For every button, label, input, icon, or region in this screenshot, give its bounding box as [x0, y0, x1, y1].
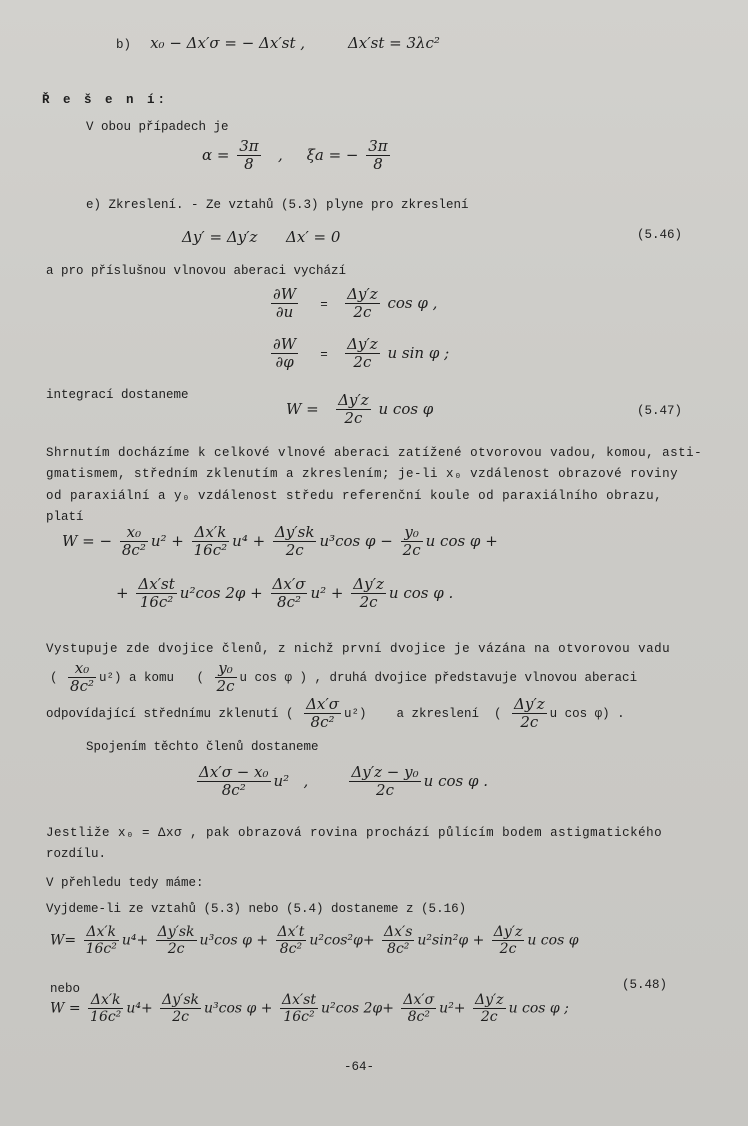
h1-d-den: 8c²: [387, 941, 410, 958]
f2-b-num: Δx′σ: [272, 575, 306, 593]
dy-fraction-2: [345, 336, 380, 372]
nebo-text: nebo: [50, 982, 81, 996]
pairs-l3b: u²) a zkreslení (: [344, 707, 502, 722]
distortion-text: e) Zkreslení. - Ze vztahů (5.3) plyne pro zkreslení: [86, 198, 469, 212]
h2-a-den: 16c²: [90, 1009, 122, 1026]
solution-intro: V obou případech je: [86, 120, 229, 134]
g-b-num: Δy′z − y₀: [351, 763, 419, 781]
xi-den: 8: [373, 155, 383, 174]
pairs-l2-b-num: y₀: [215, 660, 237, 678]
alpha-xi-equation: [202, 138, 393, 174]
eqnum-546: (5.46): [636, 228, 682, 242]
W-den: 2c: [344, 409, 363, 428]
W-num: Δy′z: [338, 391, 369, 409]
eqnum-547: (5.47): [636, 404, 682, 418]
pairs-line-1: Vystupuje zde dvojice členů, z nichž první dvojice je vázána na otvorovou vadu: [46, 642, 671, 656]
h2-lead: W =: [50, 1000, 81, 1017]
alpha-label: α =: [202, 145, 230, 164]
g-a-fraction: [197, 764, 271, 800]
case-b-eq1: x₀ − Δx′σ = − Δx′st ,: [150, 34, 306, 52]
h2-e-fraction: [473, 992, 506, 1025]
case-b-label: b): [116, 38, 132, 52]
dW-dphi-equation: [268, 336, 449, 372]
pairs-l2-a-num: x₀: [68, 660, 96, 678]
pairs-l2b: u²) a komu (: [99, 671, 205, 686]
dW-du-equation: [268, 286, 437, 322]
f1-b-fraction: [192, 524, 230, 560]
formula-548-second: [50, 992, 569, 1025]
h1-c-tail: u²cos²φ+: [309, 932, 375, 949]
h1-c-num: Δx′t: [277, 924, 305, 940]
h2-a-num: Δx′k: [88, 992, 123, 1009]
g-b-tail: u cos φ .: [423, 771, 489, 790]
xi-label: ξa = −: [306, 145, 359, 164]
pairs-l3-b-fraction: [512, 696, 547, 732]
f2-b-den: 8c²: [277, 593, 301, 612]
h2-d-num: Δx′σ: [403, 992, 435, 1008]
dW-du-fraction: [271, 286, 298, 322]
f1-c-tail: u³cos φ −: [319, 531, 393, 550]
h2-e-num: Δy′z: [474, 992, 504, 1008]
h2-e-tail: u cos φ ;: [508, 1000, 569, 1017]
f2-a-fraction: [136, 576, 176, 612]
g-a-den: 8c²: [221, 781, 246, 800]
dW-du-den: ∂u: [275, 303, 294, 322]
g-a-num: Δx′σ − x₀: [199, 763, 269, 781]
pairs-l2a: (: [50, 671, 58, 686]
distortion-text2: a pro příslušnou vlnovou aberaci vychází: [46, 264, 347, 278]
pairs-l2-b-fraction: [215, 660, 237, 696]
f2-a-tail: u²cos 2φ +: [179, 583, 263, 602]
h1-b-tail: u³cos φ +: [199, 932, 269, 949]
f1-c-fraction: [273, 524, 317, 560]
dy-den-2: 2c: [353, 353, 372, 372]
summary-line-4: platí: [46, 510, 84, 524]
h2-c-den: 16c²: [283, 1009, 315, 1026]
tail-line-2: rozdílu.: [46, 847, 107, 861]
W-label: W =: [286, 399, 319, 418]
dW-du-num: ∂W: [273, 285, 297, 303]
dW-dphi-fraction: [271, 336, 298, 372]
pairs-l2-b-den: 2c: [216, 677, 235, 696]
W-tail: u cos φ: [378, 399, 434, 418]
W-fraction: [336, 392, 371, 428]
f2-c-fraction: [351, 576, 386, 612]
dW-dphi-den: ∂φ: [275, 353, 294, 372]
pairs-line-3: [46, 696, 625, 732]
h1-e-fraction: [492, 924, 525, 957]
h2-c-fraction: [280, 992, 318, 1025]
f1-c-num: Δy′sk: [274, 523, 315, 541]
pairs-l3-b-num: Δy′z: [514, 695, 545, 713]
h2-d-tail: u²+: [439, 1000, 466, 1017]
h2-b-den: 2c: [172, 1009, 189, 1026]
eqnum-548: (5.48): [622, 978, 668, 992]
page-number: -64-: [344, 1060, 375, 1074]
eq-sign-1: =: [320, 297, 328, 312]
f2-b-fraction: [271, 576, 308, 612]
pairs-line-2: [50, 660, 637, 696]
dy-fraction-1: [345, 286, 380, 322]
pairs-l3c: u cos φ) .: [549, 707, 625, 722]
h1-b-num: Δy′sk: [157, 924, 195, 940]
h1-a-tail: u⁴+: [121, 932, 149, 949]
f1-d-num: y₀: [401, 524, 423, 542]
h2-a-fraction: [88, 992, 123, 1025]
formula-548-first: [50, 924, 579, 957]
h1-e-num: Δy′z: [493, 924, 523, 940]
f1-d-den: 2c: [402, 541, 421, 560]
f2-a-num: Δx′st: [138, 575, 175, 593]
h1-lead: W=: [50, 932, 77, 949]
pairs-l3-a-fraction: [304, 696, 341, 732]
alpha-num: 3π: [239, 137, 259, 155]
summary-line-2: gmatismem, středním zklenutím a zkreslením; je-li x₀ vzdálenost obrazové roviny: [46, 467, 679, 481]
xi-fraction: [366, 138, 389, 174]
h2-c-num: Δx′st: [281, 992, 316, 1008]
tail-line-4: Vyjdeme-li ze vztahů (5.3) nebo (5.4) dostaneme z (5.16): [46, 902, 467, 916]
dy-den-1: 2c: [353, 303, 372, 322]
f1-d-fraction: [401, 524, 423, 560]
h1-d-fraction: [382, 924, 414, 957]
h1-d-num: Δx′s: [384, 924, 413, 940]
xi-num: 3π: [368, 137, 388, 155]
f1-a-tail: u² +: [150, 531, 184, 550]
pairs-l3-a-den: 8c²: [310, 713, 335, 732]
h2-b-fraction: [160, 992, 201, 1025]
h1-b-fraction: [156, 924, 197, 957]
h2-d-den: 8c²: [407, 1009, 430, 1026]
g-b-fraction: [349, 764, 420, 800]
f1-lead: W = −: [62, 531, 113, 550]
h1-a-fraction: [84, 924, 119, 957]
formula-total-2: [116, 576, 453, 612]
h2-d-fraction: [401, 992, 436, 1025]
f1-a-den: 8c²: [121, 541, 146, 560]
f1-a-num: x₀: [120, 524, 148, 542]
f1-b-num: Δx′k: [192, 524, 230, 542]
grouped-terms-equation: [194, 764, 488, 800]
h1-a-den: 16c²: [85, 941, 117, 958]
h1-a-num: Δx′k: [84, 924, 119, 941]
sin-tail: u sin φ ;: [387, 343, 450, 362]
f1-d-tail: u cos φ +: [425, 531, 498, 550]
distortion-eq: [182, 228, 682, 246]
tail-line-3: V přehledu tedy máme:: [46, 876, 204, 890]
g-b-den: 2c: [376, 781, 394, 800]
g-a-tail: u² ,: [273, 771, 309, 790]
dy-num-1: Δy′z: [347, 285, 378, 303]
pairs-l2c: u cos φ ) , druhá dvojice představuje vlnovou aberaci: [239, 671, 638, 686]
f2-c-tail: u cos φ .: [388, 583, 454, 602]
cos-tail: cos φ ,: [387, 293, 438, 312]
h1-c-den: 8c²: [279, 941, 303, 958]
h1-c-fraction: [276, 924, 307, 957]
h1-b-den: 2c: [167, 941, 185, 958]
h1-d-tail: u²sin²φ +: [417, 932, 485, 949]
f2-a-den: 16c²: [139, 593, 174, 612]
pairs-l3-a-num: Δx′σ: [306, 695, 339, 713]
f2-b-tail: u² +: [310, 583, 344, 602]
solution-heading: Ř e š e n í:: [42, 93, 169, 107]
h2-e-den: 2c: [480, 1009, 498, 1026]
f1-b-den: 16c²: [193, 541, 228, 560]
pairs-line-4: Spojením těchto členů dostaneme: [86, 740, 319, 754]
f2-c-den: 2c: [359, 593, 378, 612]
alpha-den: 8: [244, 155, 254, 174]
integration-text: integrací dostaneme: [46, 388, 189, 402]
f2-lead: +: [116, 583, 129, 602]
alpha-comma: ,: [277, 145, 283, 164]
pairs-l2-a-den: 8c²: [70, 677, 94, 696]
pairs-l2-a-fraction: [68, 660, 96, 696]
f1-a-fraction: [120, 524, 148, 560]
formula-total-1: [62, 524, 498, 560]
h1-e-tail: u cos φ: [527, 932, 579, 949]
summary-line-3: od paraxiální a y₀ vzdálenost středu referenční koule od paraxiálního obrazu,: [46, 489, 663, 503]
tail-line-1: Jestliže x₀ = Δxσ , pak obrazová rovina prochází půlícím bodem astigmatického: [46, 826, 663, 840]
dy-num-2: Δy′z: [347, 335, 378, 353]
dW-dphi-num: ∂W: [273, 335, 297, 353]
h2-b-num: Δy′sk: [162, 992, 199, 1008]
pairs-l3a: odpovídající střednímu zklenutí (: [46, 707, 294, 722]
distortion-eq-body: Δy′ = Δy′z Δx′ = 0: [182, 228, 341, 246]
case-b-line: [116, 34, 440, 52]
h1-e-den: 2c: [499, 941, 517, 958]
f2-c-num: Δy′z: [353, 575, 384, 593]
f1-c-den: 2c: [285, 541, 304, 560]
W-547-equation: [286, 392, 682, 428]
eq-sign-2: =: [320, 347, 328, 362]
pairs-l3-b-den: 2c: [520, 713, 539, 732]
h2-c-tail: u²cos 2φ+: [320, 1000, 394, 1017]
case-b-eq2: Δx′st = 3λc²: [347, 34, 440, 52]
alpha-fraction: [237, 138, 260, 174]
f1-b-tail: u⁴ +: [232, 531, 266, 550]
summary-line-1: Shrnutím docházíme k celkové vlnové aberaci zatížené otvorovou vadou, komou, asti-: [46, 446, 703, 460]
h2-b-tail: u³cos φ +: [204, 1000, 273, 1017]
h2-a-tail: u⁴+: [126, 1000, 153, 1017]
